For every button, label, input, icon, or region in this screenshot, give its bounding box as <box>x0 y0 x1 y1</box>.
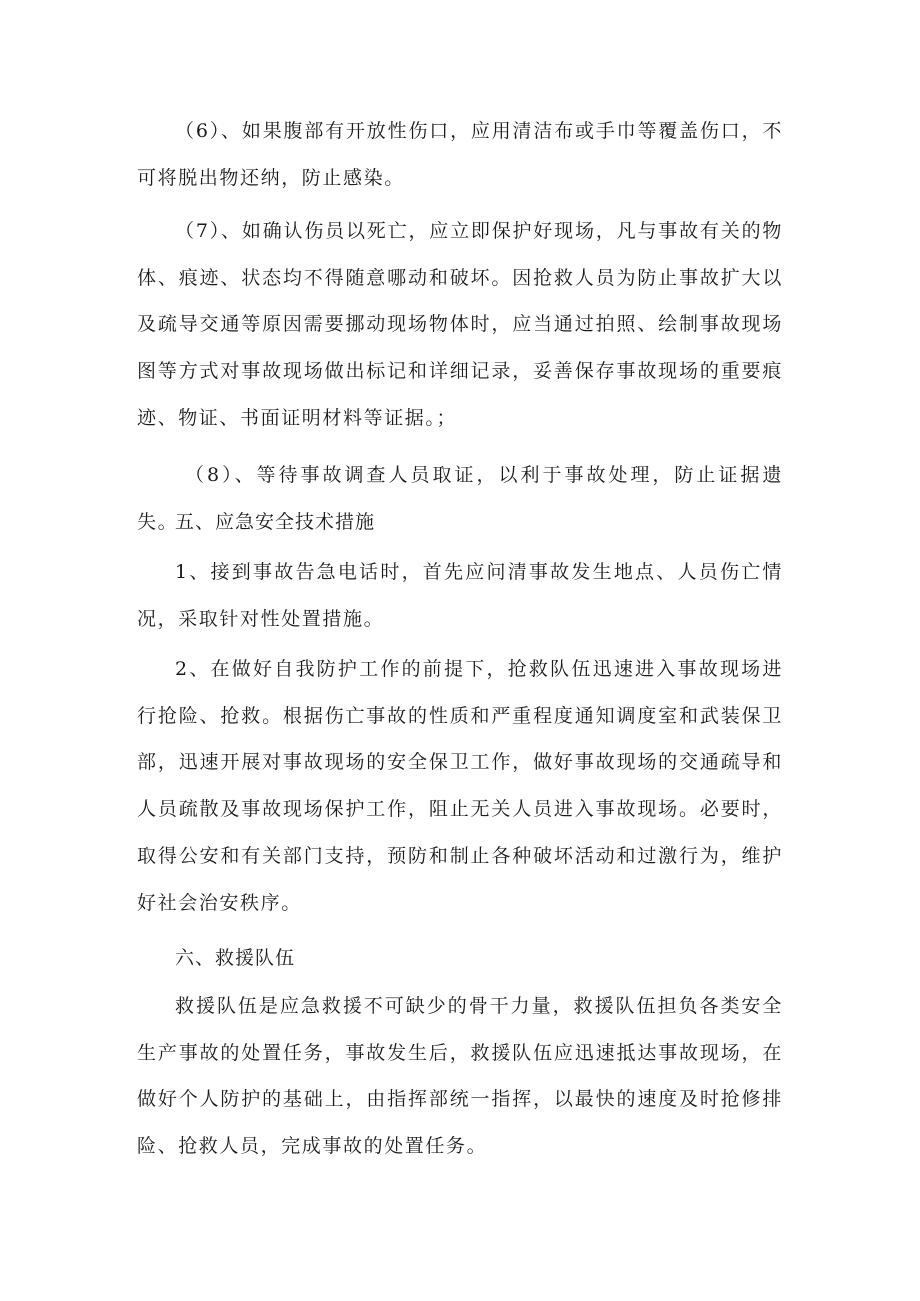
paragraph-measure-2: 2、在做好自我防护工作的前提下，抢救队伍迅速进入事故现场进行抢险、抢救。根据伤亡事故的性质和严重程度通知调度室和武装保卫部，迅速开展对事故现场的安全保卫工作，做好事故现场的交通疏导和人员疏散及事故现场保护工作，阻止无关人员进入事故现场。必要时，取得公安和有关部门支持，预防和制止各种破坏活动和过激行为，维护好社会治安秩序。 <box>137 658 783 914</box>
section-heading-emergency-measures: 五、应急安全技术措施 <box>175 511 376 533</box>
paragraph-item-6: （6）、如果腹部有开放性伤口，应用清洁布或手巾等覆盖伤口，不可将脱出物还纳，防止感染。 <box>137 120 783 189</box>
paragraph-rescue-team: 救援队伍是应急救援不可缺少的骨干力量，救援队伍担负各类安全生产事故的处置任务，事故发生后，救援队伍应迅速抵达事故现场，在做好个人防护的基础上，由指挥部统一指挥，以最快的速度及时抢修排险、抢救人员，完成事故的处置任务。 <box>137 995 783 1158</box>
paragraph-item-8: （8）、等待事故调查人员取证，以利于事故处理，防止证据遗失。 <box>137 464 783 533</box>
paragraph-measure-1: 1、接到事故告急电话时，首先应问清事故发生地点、人员伤亡情况，采取针对性处置措施。 <box>137 561 783 630</box>
paragraph-item-7: （7）、如确认伤员以死亡，应立即保护好现场，凡与事故有关的物体、痕迹、状态均不得随意哪动和破坏。因抢救人员为防止事故扩大以及疏导交通等原因需要挪动现场物体时，应当通过拍照、绘制事故现场图等方式对事故现场做出标记和详细记录，妥善保存事故现场的重要痕迹、物证、书面证明材料等证据。； <box>137 220 783 429</box>
section-heading-rescue-team: 六、救援队伍 <box>175 947 296 969</box>
